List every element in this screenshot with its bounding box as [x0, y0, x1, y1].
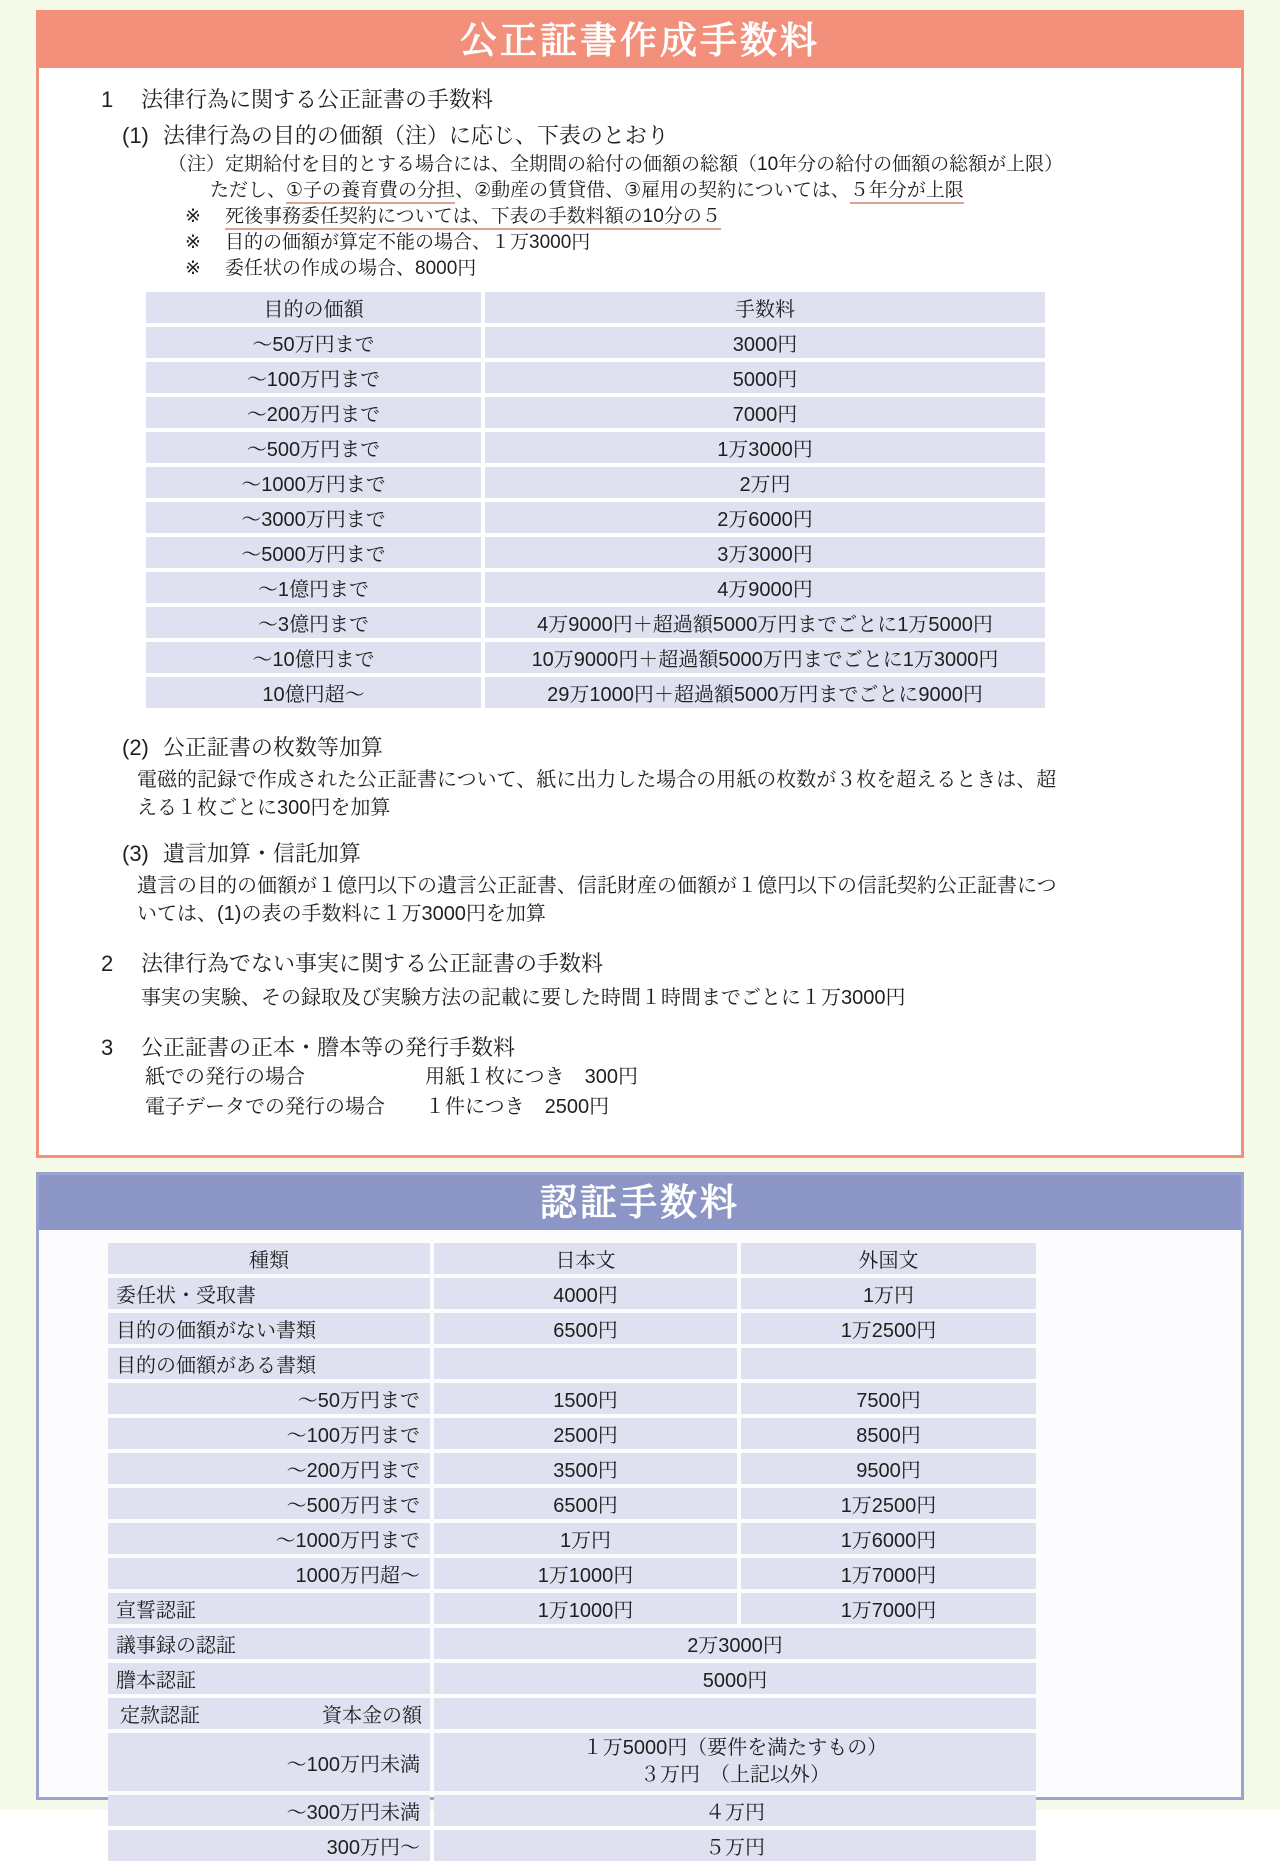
asterisk-mark: ※ [185, 232, 201, 253]
auth-fee-panel [36, 1172, 1244, 1859]
item-2-label: 法律行為でない事実に関する公正証書の手数料 [141, 951, 604, 976]
table-row: 謄本認証 5000円 [108, 1663, 1036, 1694]
table-row: 議事録の認証 2万3000円 [108, 1628, 1036, 1659]
sub-2-heading: (2) 公正証書の枚数等加算 [122, 735, 383, 760]
table-row: ～100万円まで 2500円 8500円 [108, 1418, 1036, 1449]
sub-3-label: 遺言加算・信託加算 [162, 841, 361, 866]
sub-2-label: 公正証書の枚数等加算 [162, 735, 383, 760]
note-five-year-cap [210, 178, 1203, 204]
col-header-kind: 種類 [108, 1243, 430, 1274]
deed-panel-content [39, 68, 1241, 1136]
table-row: 10億円超～ 29万1000円＋超過額5000万円までごとに9000円 [146, 677, 1045, 708]
capital-under-1m-fee-line2: ３万円 （上記以外） [640, 1764, 830, 1786]
table-row: 目的の価額がない書類 6500円 1万2500円 [108, 1313, 1036, 1344]
issuance-fee-electronic: 電子データでの発行の場合 １件につき 2500円 [145, 1096, 610, 1118]
col-header-value: 目的の価額 [146, 292, 481, 323]
note-incalculable-value: ※ 目的の価額が算定不能の場合、１万3000円 [185, 230, 1203, 256]
table-row: ～200万円まで 3500円 9500円 [108, 1453, 1036, 1484]
table-row [108, 1698, 1036, 1729]
capital-amount-label: 資本金の額 [322, 1705, 422, 1727]
deed-fee-table [142, 288, 1049, 712]
asterisk-mark: ※ [185, 206, 201, 227]
sub-1-heading [122, 122, 1203, 150]
table-row: ～100万円まで 5000円 [146, 362, 1045, 393]
capital-under-1m-fee-line1: １万5000円（要件を満たすもの） [582, 1737, 888, 1759]
table-row: ～1000万円まで 2万円 [146, 467, 1045, 498]
auth-panel-content [39, 1230, 1241, 1865]
table-row: ～100万円未満 １万5000円（要件を満たすもの） ３万円 （上記以外） [108, 1733, 1036, 1791]
table-row: 1000万円超～ 1万1000円 1万7000円 [108, 1558, 1036, 1589]
col-header-japanese: 日本文 [434, 1243, 737, 1274]
item-1-number: 1 [101, 87, 114, 112]
sub-1-label: 法律行為の目的の価額（注）に応じ、下表のとおり [162, 123, 669, 148]
table-row: ～50万円まで 3000円 [146, 327, 1045, 358]
auth-fee-table [104, 1239, 1040, 1865]
table-row: 宣誓認証 1万1000円 1万7000円 [108, 1593, 1036, 1624]
item-2-heading: 2 法律行為でない事実に関する公正証書の手数料 [101, 951, 604, 976]
table-row: 委任状・受取書 4000円 1万円 [108, 1278, 1036, 1309]
table-row: ～200万円まで 7000円 [146, 397, 1045, 428]
table-row: ～1000万円まで 1万円 1万6000円 [108, 1523, 1036, 1554]
table-row: ～5000万円まで 3万3000円 [146, 537, 1045, 568]
note-posthumous-underlined: 死後事務委任契約については、下表の手数料額の10分の５ [225, 206, 721, 230]
table-row: ～1億円まで 4万9000円 [146, 572, 1045, 603]
item-3-label: 公正証書の正本・謄本等の発行手数料 [141, 1035, 516, 1060]
sub-3-heading: (3) 遺言加算・信託加算 [122, 841, 361, 866]
col-header-foreign: 外国文 [741, 1243, 1036, 1274]
item-1-label: 法律行為に関する公正証書の手数料 [141, 87, 494, 112]
note-power-of-attorney: ※ 委任状の作成の場合、8000円 [185, 256, 1203, 282]
note-periodic-payment: （注）定期給付を目的とする場合には、全期間の給付の価額の総額（10年分の給付の価額の総額が上限） [168, 154, 1064, 175]
table-row: ～10億円まで 10万9000円＋超過額5000万円までごとに1万3000円 [146, 642, 1045, 673]
item-2-body: 事実の実験、その録取及び実験方法の記載に要した時間１時間までごとに１万3000円 [141, 987, 906, 1009]
sub-1-number: (1) [122, 123, 149, 148]
table-header-row [108, 1243, 1036, 1274]
sub-2-body: 電磁的記録で作成された公正証書について、紙に出力した場合の用紙の枚数が３枚を超えるときは、超える１枚ごとに300円を加算 [137, 769, 1057, 819]
issuance-fee-paper: 紙での発行の場合 用紙１枚につき 300円 [145, 1066, 638, 1088]
deed-panel-title: 公正証書作成手数料 [39, 13, 1241, 68]
table-row: ～500万円まで 1万3000円 [146, 432, 1045, 463]
col-header-fee: 手数料 [485, 292, 1045, 323]
table-header-row [146, 292, 1045, 323]
auth-panel-title: 認証手数料 [39, 1175, 1241, 1230]
note-tadashi-prefix: ただし、 [210, 180, 287, 201]
deed-fee-panel [36, 10, 1244, 1158]
table-row: ～300万円未満 ４万円 [108, 1795, 1036, 1826]
table-row: 目的の価額がある書類 [108, 1348, 1036, 1379]
table-row: ～3億円まで 4万9000円＋超過額5000万円までごとに1万5000円 [146, 607, 1045, 638]
articles-auth-label: 定款認証 [120, 1705, 200, 1727]
note-five-year-underlined: ５年分が上限 [850, 180, 964, 204]
asterisk-mark: ※ [185, 258, 201, 279]
table-row: ～50万円まで 1500円 7500円 [108, 1383, 1036, 1414]
note-tadashi-middle: 、②動産の賃貸借、③雇用の契約については、 [455, 180, 850, 201]
table-row: 300万円～ ５万円 [108, 1830, 1036, 1861]
table-row: ～3000万円まで 2万6000円 [146, 502, 1045, 533]
item-1-heading [101, 86, 1203, 114]
table-row: ～500万円まで 6500円 1万2500円 [108, 1488, 1036, 1519]
note-posthumous-mandate [185, 204, 1203, 230]
item-3-heading: 3 公正証書の正本・謄本等の発行手数料 [101, 1035, 516, 1060]
sub-3-body: 遺言の目的の価額が１億円以下の遺言公正証書、信託財産の価額が１億円以下の信託契約公正証書については、(1)の表の手数料に１万3000円を加算 [137, 875, 1057, 925]
note-childcare-underlined: ①子の養育費の分担 [286, 180, 455, 204]
notes-block [168, 152, 1203, 282]
